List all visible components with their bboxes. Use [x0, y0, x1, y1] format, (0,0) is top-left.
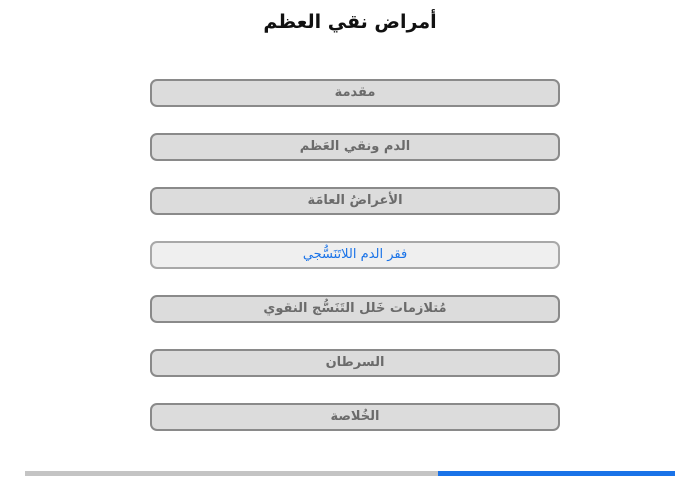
chapter-menu [150, 79, 560, 457]
page-title: أمراض نقي العظم [263, 11, 437, 33]
menu-item-general-symptoms[interactable]: الأعراضُ العامَة [150, 187, 560, 215]
menu-item-blood-and-marrow[interactable]: الدم ونقي العَظم [150, 133, 560, 161]
menu-item-aplastic-anemia[interactable]: فقر الدم اللاتَنَسُّجي [150, 241, 560, 269]
menu-item-myelodysplastic-syndromes[interactable]: مُتلازمات خَلل التَنَسُّج النقوي [150, 295, 560, 323]
menu-item-summary[interactable]: الخُلاصة [150, 403, 560, 431]
menu-item-introduction[interactable]: مقدمة [150, 79, 560, 107]
progress-bar [25, 471, 675, 476]
progress-bar-fill [438, 471, 675, 476]
menu-item-cancer[interactable]: السرطان [150, 349, 560, 377]
